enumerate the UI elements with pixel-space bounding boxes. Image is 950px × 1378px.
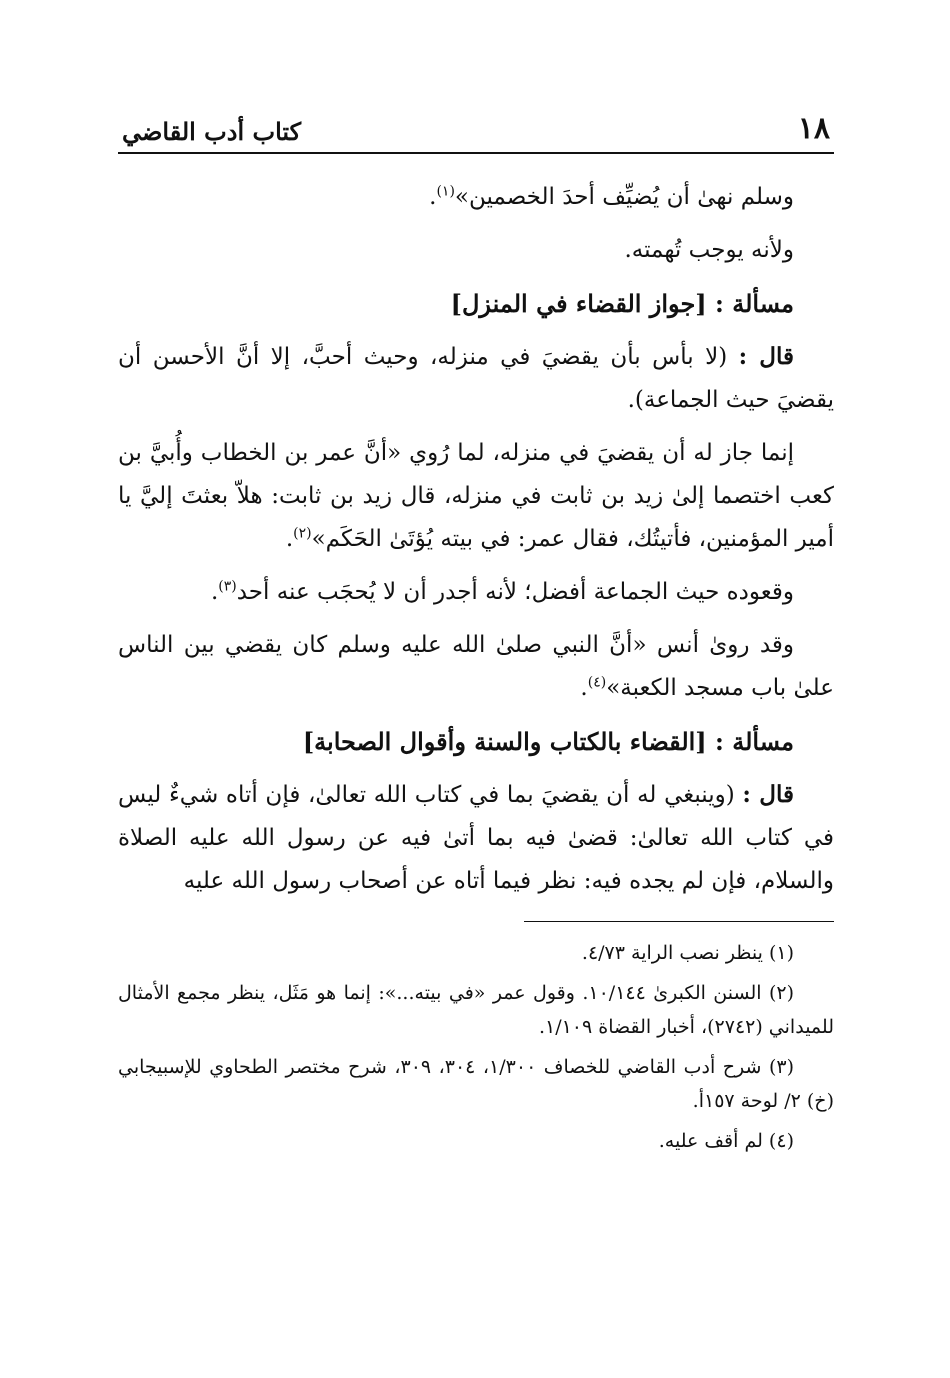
paragraph: ولأنه يوجب تُهمته. (624, 237, 794, 263)
footnote-ref: (٢) (293, 525, 312, 542)
paragraph-text: وسلم نهىٰ أن يُضيِّف أحدَ الخصمين» (454, 184, 794, 210)
heading-title: [القضاء بالكتاب والسنة وأقوال الصحابة] (302, 727, 707, 756)
footnote-ref: (١) (436, 183, 455, 200)
footnote-ref: (٤) (587, 674, 607, 691)
footnotes (118, 936, 834, 1158)
heading-label: مسألة : (715, 289, 794, 318)
heading-label: مسألة : (715, 727, 794, 756)
paragraph-text: (وينبغي له أن يقضيَ بما في كتاب الله تعالىٰ، فإن أتاه شيءٌ ليس في كتاب الله تعالىٰ: قضىٰ فيه بما أتىٰ فيه عن رسول الله عليه الصلاة والسلام، فإن لم يجده فيه: نظر فيما أتاه عن أصحاب رسول الله عليه (118, 782, 834, 894)
paragraph-end: . (285, 526, 294, 552)
footnote: (٢) السنن الكبرىٰ ١٠/١٤٤. وقول عمر «في بيته...»: إنما هو مَثَل، ينظر مجمع الأمثال للميداني (٢٧٤٢)، أخبار القضاة ١/١٠٩. (118, 982, 834, 1038)
footnote: (١) ينظر نصب الراية ٤/٧٣. (581, 942, 794, 964)
paragraph-end: . (429, 184, 437, 210)
paragraph-text: وقد روىٰ أنس «أنَّ النبي صلىٰ الله عليه وسلم كان يقضي بين الناس علىٰ باب مسجد الكعبة» (118, 632, 834, 701)
paragraph-lead: قال : (738, 343, 794, 370)
page-header (118, 100, 834, 154)
footnote: (٤) لم أقف عليه. (658, 1130, 794, 1152)
footnote: (٣) شرح أدب القاضي للخصاف ١/٣٠٠، ٣٠٤، ٣٠٩، شرح مختصر الطحاوي للإسبيجابي (خ) ٢/ لوحة ١٥٧أ. (118, 1056, 834, 1112)
paragraph (118, 571, 834, 614)
paragraph (118, 773, 834, 903)
paragraph-lead: قال : (742, 781, 795, 808)
paragraph (118, 624, 834, 710)
section-heading (118, 720, 834, 763)
paragraph-text: (لا بأس بأن يقضيَ في منزله، وحيث أحبَّ، إلا أنَّ الأحسن أن يقضيَ حيث الجماعة). (118, 344, 834, 413)
section-heading (118, 282, 834, 325)
paragraph (118, 432, 834, 561)
paragraph-end: . (210, 579, 219, 605)
footnote-ref: (٣) (218, 578, 237, 595)
paragraph (118, 335, 834, 422)
book-page (118, 100, 834, 1164)
paragraph-text: وقعوده حيث الجماعة أفضل؛ لأنه أجدر أن لا يُحجَب عنه أحد (236, 579, 794, 605)
page-number: ١٨ (797, 111, 830, 146)
book-title: كتاب أدب القاضي (122, 117, 302, 146)
paragraph-end: . (580, 675, 588, 701)
heading-title: [جواز القضاء في المنزل] (450, 289, 707, 318)
footnote-separator (524, 921, 834, 922)
paragraph-text: إنما جاز له أن يقضيَ في منزله، لما رُوي «أنَّ عمر بن الخطاب وأُبيَّ بن كعب اختصما إلىٰ زيد بن ثابت في منزله، قال زيد بن ثابت: هلاّ بعثتَ إليَّ يا أمير المؤمنين، فأتيتُك، فقال عمر: في بيته يُؤتَىٰ الحَكَم» (118, 440, 834, 552)
main-text (118, 176, 834, 903)
paragraph (118, 176, 834, 219)
